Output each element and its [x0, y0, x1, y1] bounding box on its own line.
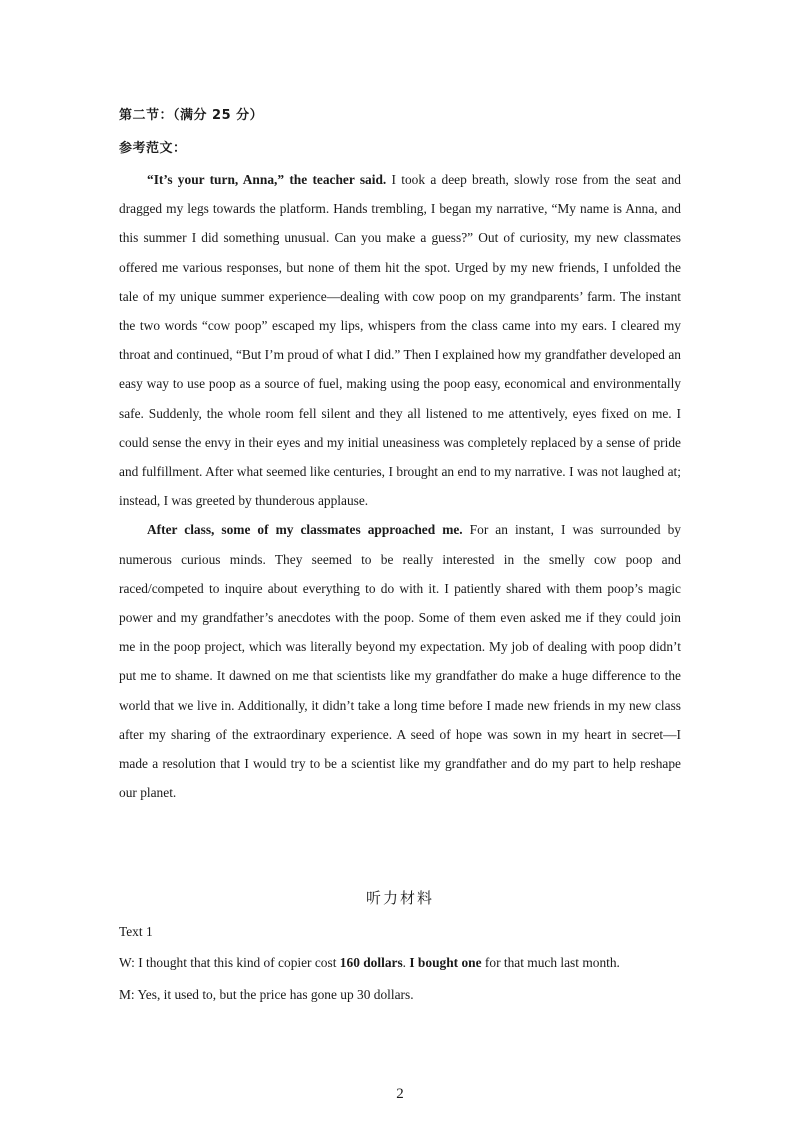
essay-paragraph-2 — [119, 515, 681, 807]
sample-essay — [119, 165, 681, 807]
dialogue-line-w — [119, 955, 620, 971]
w-line-prefix: W: I thought that this kind of copier cost — [119, 955, 340, 970]
sample-essay-label: 参考范文： — [119, 141, 187, 156]
page-number: 2 — [396, 1086, 404, 1102]
paragraph-1-body: I took a deep breath, slowly rose from the seat and dragged my legs towards the platform. Hands trembling, I began my narrative, “My name is Anna, and this summer I did something unusual. Can you make a guess?” Out of curiosity, my new classmates offered me various responses, but none of them hit the spot. Urged by my new friends, I unfolded the tale of my unique summer experience—dealing with cow poop on my grandparents’ farm. The instant the two words “cow poop” escaped my lips, whispers from the class came into my ears. I cleared my throat and continued, “But I’m proud of what I did.” Then I explained how my grandfather developed an easy way to use poop as a source of fuel, making using the poop easy, economical and environmentally safe. Suddenly, the whole room fell silent and they all listened to me attentively, eyes fixed on me. I could sense the envy in their eyes and my initial uneasiness was completely replaced by a sense of pride and fulfillment. After what seemed like centuries, I brought an end to my narrative. I was not laughed at; instead, I was greeted by thunderous applause. — [119, 172, 681, 509]
w-line-bold-price: 160 dollars — [339, 955, 403, 970]
paragraph-2-body: For an instant, I was surrounded by numerous curious minds. They seemed to be really interested in the smelly cow poop and raced/competed to inquire about everything to do with it. I patiently shared with them poop’s magic power and my grandfather’s anecdotes with the poop. Some of them even asked me if they could join me in the poop project, which was literally beyond my expectation. My job of dealing with poop didn’t put me to shame. It dawned on me that scientists like my grandfather do make a huge difference to the world that we live in. Additionally, it didn’t take a long time before I made new friends in my new class after my sharing of the extraordinary experience. A seed of hope was sown in my heart in secret—I made a resolution that I would try to be a scientist like my grandfather and do my part to help reshape our planet. — [119, 522, 681, 801]
section-title: 第二节：（满分 25 分） — [119, 108, 264, 123]
paragraph-2-lead: After class, some of my classmates approached me. — [147, 522, 463, 538]
listening-material-title: 听力材料 — [365, 891, 434, 907]
w-line-bold-bought: I bought one — [409, 955, 482, 970]
paragraph-1-lead: “It’s your turn, Anna,” the teacher said. — [147, 172, 387, 187]
w-line-mid: . — [402, 955, 410, 970]
text-label: Text 1 — [119, 924, 153, 939]
dialogue-line-m: M: Yes, it used to, but the price has gone up 30 dollars. — [119, 987, 414, 1002]
w-line-suffix: for that much last month. — [481, 955, 620, 970]
essay-paragraph-1 — [119, 165, 681, 515]
